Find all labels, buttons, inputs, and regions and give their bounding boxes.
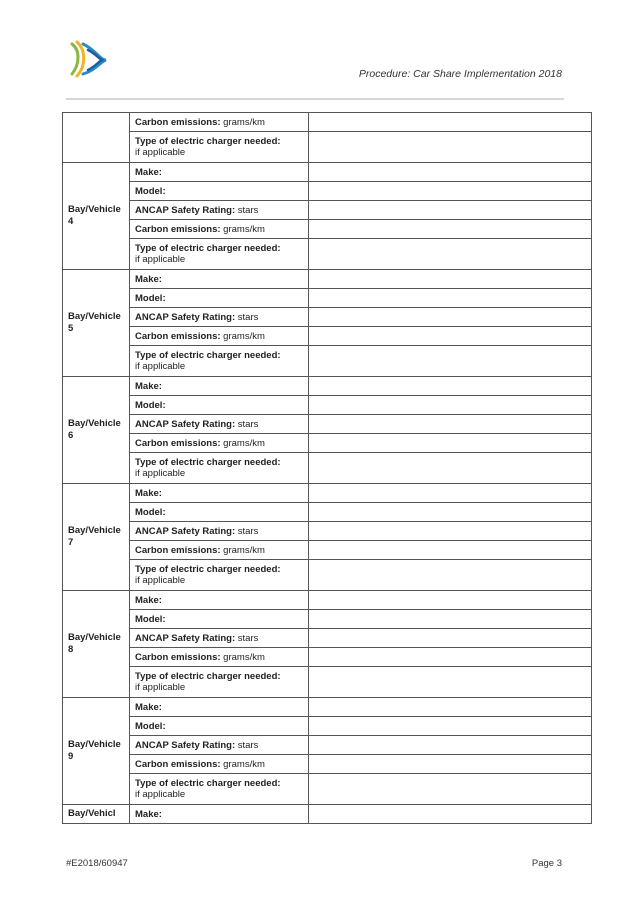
bay-vehicle-cell [63,163,130,270]
bay-vehicle-label: Bay/Vehicle 8 [68,632,121,655]
field-label-cell [130,239,309,270]
field-label-cell [130,736,309,755]
field-label-cell [130,629,309,648]
field-label-cell [130,484,309,503]
field-value-cell[interactable] [309,113,592,132]
table-row [63,434,592,453]
field-label-cell [130,541,309,560]
bay-vehicle-cell [63,698,130,805]
field-subnote: if applicable [135,789,186,800]
field-label: ANCAP Safety Rating: [135,739,236,751]
field-label: Type of electric charger needed: [135,457,281,468]
table-row [63,736,592,755]
table-row [63,698,592,717]
field-label-cell [130,132,309,163]
field-unit: grams/km [223,437,265,449]
table-row [63,591,592,610]
field-label-cell [130,270,309,289]
field-value-cell[interactable] [309,239,592,270]
table-row [63,182,592,201]
table-row [63,163,592,182]
field-label: Type of electric charger needed: [135,564,281,575]
field-label-cell [130,667,309,698]
field-label-cell [130,377,309,396]
field-label-cell [130,591,309,610]
table-row [63,396,592,415]
field-label-cell [130,774,309,805]
field-value-cell[interactable] [309,629,592,648]
bay-vehicle-label: Bay/Vehicle 4 [68,204,121,227]
field-label: ANCAP Safety Rating: [135,632,236,644]
field-label: Model: [135,506,166,518]
field-unit: stars [237,739,259,751]
field-value-cell[interactable] [309,522,592,541]
field-value-cell[interactable] [309,560,592,591]
field-label-cell [130,163,309,182]
table-row [63,415,592,434]
bay-vehicle-label: Bay/Vehicle 7 [68,525,121,548]
field-label-cell [130,308,309,327]
field-label: Make: [135,487,162,499]
field-label-cell [130,648,309,667]
table-row [63,270,592,289]
document-header-title: Procedure: Car Share Implementation 2018 [358,68,562,80]
organisation-logo-icon [66,38,110,80]
field-subnote: if applicable [135,682,186,693]
field-value-cell[interactable] [309,610,592,629]
field-label: Carbon emissions: [135,223,221,235]
table-row [63,453,592,484]
field-label: Make: [135,701,162,713]
field-subnote: if applicable [135,575,186,586]
field-value-cell[interactable] [309,648,592,667]
footer-page-number: Page 3 [531,858,562,869]
field-unit: grams/km [223,651,265,663]
field-label: Make: [135,273,162,285]
field-subnote: if applicable [135,361,186,372]
field-label: Type of electric charger needed: [135,350,281,361]
table-row [63,132,592,163]
field-label-cell [130,327,309,346]
field-subnote: if applicable [135,147,186,158]
field-value-cell[interactable] [309,805,592,824]
field-unit: grams/km [223,758,265,770]
table-row [63,289,592,308]
field-label: ANCAP Safety Rating: [135,204,236,216]
field-label: ANCAP Safety Rating: [135,525,236,537]
field-value-cell[interactable] [309,736,592,755]
table-row [63,308,592,327]
field-label-cell [130,396,309,415]
field-label: Type of electric charger needed: [135,778,281,789]
field-value-cell[interactable] [309,346,592,377]
field-label-cell [130,610,309,629]
field-value-cell[interactable] [309,774,592,805]
field-unit: stars [237,632,259,644]
field-label-cell [130,698,309,717]
table-row [63,377,592,396]
field-label-cell [130,220,309,239]
field-label-cell [130,453,309,484]
field-label: Model: [135,399,166,411]
logo-stripe-darkblue [88,50,102,70]
field-unit: stars [237,525,259,537]
field-label-cell [130,346,309,377]
table-row [63,667,592,698]
footer-document-id: #E2018/60947 [66,858,128,869]
table-row [63,610,592,629]
field-label-cell [130,503,309,522]
field-value-cell[interactable] [309,377,592,396]
field-subnote: if applicable [135,254,186,265]
field-value-cell[interactable] [309,396,592,415]
field-label-cell [130,289,309,308]
field-label-cell [130,717,309,736]
bay-vehicle-label: Bay/Vehicle 9 [68,739,121,762]
field-value-cell[interactable] [309,667,592,698]
bay-vehicle-cell [63,113,130,163]
field-value-cell[interactable] [309,453,592,484]
bay-vehicle-label: Bay/Vehicle 6 [68,418,121,441]
field-label: Model: [135,613,166,625]
field-label-cell [130,522,309,541]
field-unit: stars [237,418,259,430]
field-label: Carbon emissions: [135,116,221,128]
field-label-cell [130,201,309,220]
field-label: Model: [135,185,166,197]
field-label: Type of electric charger needed: [135,243,281,254]
field-value-cell[interactable] [309,434,592,453]
field-label: Type of electric charger needed: [135,136,281,147]
bay-vehicle-cell [63,591,130,698]
field-value-cell[interactable] [309,289,592,308]
field-value-cell[interactable] [309,484,592,503]
field-label-cell [130,755,309,774]
field-value-cell[interactable] [309,415,592,434]
field-value-cell[interactable] [309,201,592,220]
field-label: Type of electric charger needed: [135,671,281,682]
field-unit: grams/km [223,116,265,128]
bay-vehicle-label: Bay/Vehicl [68,808,116,819]
field-label: Carbon emissions: [135,651,221,663]
field-value-cell[interactable] [309,163,592,182]
table-row [63,541,592,560]
table-row [63,805,592,824]
table-row [63,220,592,239]
field-value-cell[interactable] [309,541,592,560]
field-label-cell [130,560,309,591]
field-value-cell[interactable] [309,717,592,736]
field-value-cell[interactable] [309,698,592,717]
field-label: Make: [135,594,162,606]
table-row [63,717,592,736]
bay-vehicle-cell [63,270,130,377]
field-unit: grams/km [223,223,265,235]
table-row [63,629,592,648]
field-label-cell [130,434,309,453]
table-row [63,503,592,522]
table-row [63,201,592,220]
field-unit: stars [237,204,259,216]
field-label: Model: [135,720,166,732]
field-value-cell[interactable] [309,220,592,239]
table-row [63,327,592,346]
field-label: Carbon emissions: [135,758,221,770]
field-subnote: if applicable [135,468,186,479]
field-label: Make: [135,808,162,820]
field-unit: stars [237,311,259,323]
field-value-cell[interactable] [309,503,592,522]
field-label: Carbon emissions: [135,437,221,449]
field-label: Carbon emissions: [135,544,221,556]
field-value-cell[interactable] [309,327,592,346]
field-label: Carbon emissions: [135,330,221,342]
table-row [63,648,592,667]
bay-vehicle-label: Bay/Vehicle 5 [68,311,121,334]
field-value-cell[interactable] [309,755,592,774]
field-label-cell [130,182,309,201]
field-value-cell[interactable] [309,182,592,201]
field-label: ANCAP Safety Rating: [135,418,236,430]
vehicle-spec-table [62,112,592,824]
field-label: ANCAP Safety Rating: [135,311,236,323]
field-value-cell[interactable] [309,270,592,289]
field-label: Model: [135,292,166,304]
table-row [63,239,592,270]
table-row [63,755,592,774]
bay-vehicle-cell [63,805,130,824]
table-row [63,560,592,591]
field-value-cell[interactable] [309,308,592,327]
field-unit: grams/km [223,330,265,342]
field-value-cell[interactable] [309,132,592,163]
bay-vehicle-cell [63,484,130,591]
field-label-cell [130,415,309,434]
field-value-cell[interactable] [309,591,592,610]
table-row [63,522,592,541]
bay-vehicle-cell [63,377,130,484]
table-row [63,774,592,805]
table-row [63,113,592,132]
field-label: Make: [135,166,162,178]
field-unit: grams/km [223,544,265,556]
logo-stripe-green [72,44,78,74]
field-label-cell [130,805,309,824]
table-row [63,484,592,503]
table-row [63,346,592,377]
header-divider [66,98,564,100]
field-label: Make: [135,380,162,392]
field-label-cell [130,113,309,132]
